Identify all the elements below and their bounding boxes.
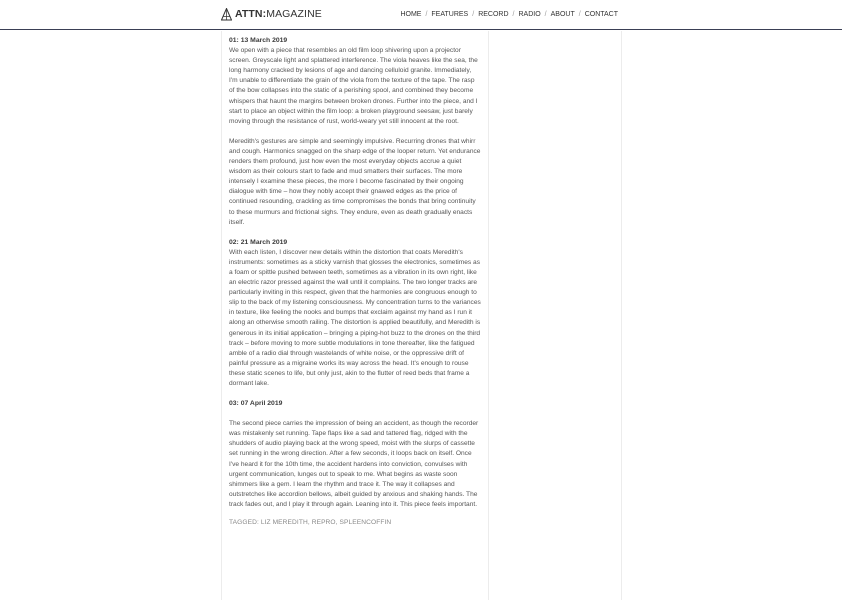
nav-radio[interactable]: RADIO	[518, 11, 541, 18]
paragraph: With each listen, I discover new details within the distortion that coats Meredith's instruments: sometimes as a sticky varnish that glosses the electronics, sometimes as a foam or spittle pushed between teeth, sometimes as a vibration in its own right, like an electric razor pressed against the wall until it complains. The two longer tracks are particularly inviting in this respect, given that the harmonies are congruous enough to slip to the back of my listening consciousness. My concentration turns to the variances in texture, like feeling the nooks and bumps that exclaim against my hand as I run it along an otherwise smooth railing. The distortion is applied beautifully, and Meredith is generous in its initial application – bringing a piping-hot buzz to the drones on the third track – before moving to more subtle modulations in tone thereafter, like the fatigued amble of a radio dial through wastelands of white noise, or the oppressive drift of painful pressure as a migraine works its way across the head. It's enough to rouse these static scenes to life, but only just, akin to the flutter of reed beds that frame a dormant lake.	[229, 248, 481, 387]
tag-link[interactable]: SPLEENCOFFIN	[339, 519, 392, 527]
column-divider-right	[621, 31, 622, 600]
site-logo[interactable]	[221, 7, 322, 21]
entry-date-1: 01: 13 March 2019	[229, 37, 288, 44]
nav-separator: /	[544, 11, 547, 18]
column-divider-middle	[488, 31, 489, 600]
logo-light: MAGAZINE	[266, 8, 322, 20]
site-header	[0, 0, 842, 30]
column-divider-left	[221, 31, 222, 600]
entry-date-3: 03: 07 April 2019	[229, 400, 283, 408]
paragraph: The second piece carries the impression of being an accident, as though the recorder was mistakenly set running. Tape flaps like a sad and tattered flag, ridged with the shudders of audio playing back at the wrong speed, moist with the slurps of cassette set running in the wrong direction. After a few seconds, it loops back on itself. Once I've heard it for the 10th time, the accident hardens into conviction, convulses with urgent communication, lunges out to speak to me. What begins as waste soon shimmers like a gem. I learn the rhythm and trace it. The way it collapses and outstretches like accordion bellows, albeit guided by anxious and shaking hands. The track fades out, and I play it through again. Leaning into it. This piece feels important.	[229, 420, 479, 508]
nav-separator: /	[472, 11, 475, 18]
main-nav	[400, 10, 618, 20]
tag-list: TAGGED: LIZ MEREDITH, REPRO, SPLEENCOFFIN	[229, 519, 392, 527]
triangle-eye-icon	[221, 8, 232, 21]
nav-contact[interactable]: CONTACT	[584, 11, 618, 18]
paragraph: We open with a piece that resembles an old film loop shivering upon a projector screen. Greyscale light and splattered interference. The viola heaves like the sea, the long harmony cracked by lesions of age and dancing celluloid granite. Immediately, I'm unable to differentiate the grain of the viola from the texture of the tape. The rasp of the bow collapses into the static of a perishing spool, and combined they become whispers that haunt the margins between broken drones. Further into the piece, and I start to place an object within the film loop: a broken playground seesaw, just barely moving through the resistance of rust, world-weary yet still innocent at the root.	[229, 47, 478, 125]
nav-separator: /	[578, 11, 581, 18]
nav-features[interactable]: FEATURES	[431, 11, 469, 18]
nav-separator: /	[425, 11, 428, 18]
tags-label: TAGGED:	[229, 519, 259, 527]
nav-home[interactable]: HOME	[400, 11, 422, 18]
paragraph: Meredith's gestures are simple and seemingly impulsive. Recurring drones that whirr and cough. Harmonics snagged on the sharp edge of the looper return. Yet endurance renders them profound, just how even the most everyday objects accrue a quiet wisdom as their colours start to fade and mud smatters their surfaces. The more intensely I examine these pieces, the more I become fascinated by their ongoing dialogue with time – how they nobly accept their gnawed edges as the price of continued resounding, crackling as time compromises the bonds that bring continuity to these murmurs and frictional sighs. They endure, even as death gradually enacts itself.	[229, 137, 481, 226]
nav-separator: /	[512, 11, 515, 18]
tag-link[interactable]: LIZ MEREDITH	[260, 519, 308, 527]
tag-link[interactable]: REPRO	[311, 519, 336, 527]
logo-text	[235, 7, 322, 21]
entry-date-2: 02: 21 March 2019	[229, 238, 288, 246]
nav-record[interactable]: RECORD	[478, 11, 509, 18]
article-body	[229, 36, 481, 528]
nav-about[interactable]: ABOUT	[550, 11, 575, 18]
logo-bold: ATTN:	[235, 8, 267, 20]
